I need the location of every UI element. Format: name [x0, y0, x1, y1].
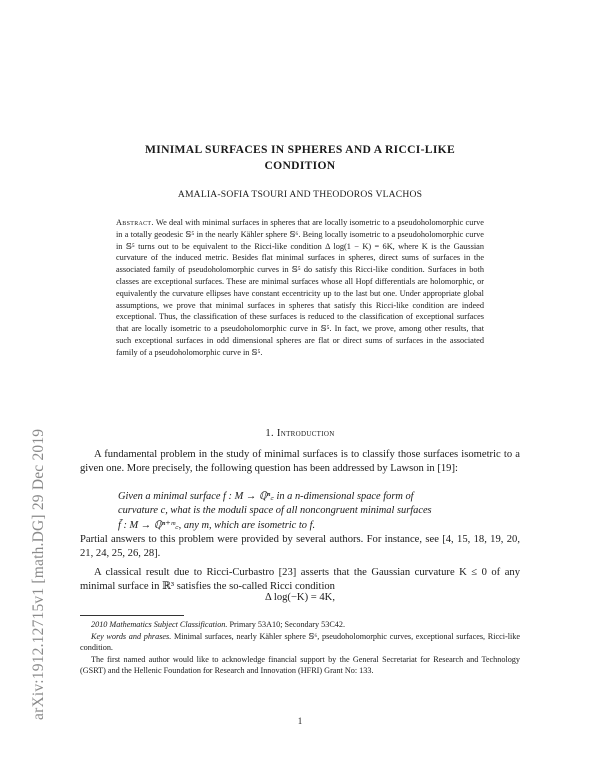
arxiv-identifier: arXiv:1912.12715v1 [math.DG] 29 Dec 2019 — [30, 428, 47, 720]
keywords-label: Key words and phrases. — [91, 631, 172, 641]
ricci-equation: Δ log(−K) = 4K, — [265, 592, 335, 603]
title-line-2: CONDITION — [264, 159, 336, 172]
footnotes — [80, 619, 520, 677]
quote-line-3: f̃ : M → ℚⁿ⁺ᵐ꜀, any m, which are isometric to f. — [118, 519, 316, 531]
page-number: 1 — [297, 716, 303, 726]
keywords-text: Minimal surfaces, nearly Kähler sphere 𝕊⁶, pseudoholomorphic curves, exceptional surfaces, Ricci-like condition. — [80, 631, 521, 653]
msc-text: Primary 53A10; Secondary 53C42. — [229, 620, 346, 629]
abstract-text: We deal with minimal surfaces in spheres that are locally isometric to a pseudoholomorphic curve in a totally geodesic 𝕊⁵ in the nearly Kähler sphere 𝕊⁶. Being locally isometric to a pseudoholomorphic curve in 𝕊⁵ turns out to be equivalent to the Ricci-like condition Δ log(1 − K) = 6K, where K is the Gaussian curvature of the induced metric. Besides flat minimal surfaces in spheres, direct sums of surfaces in the associated family of pseudoholomorphic curves in 𝕊⁵ do satisfy this Ricci-like condition. Surfaces in both classes are exceptional surfaces. These are minimal surfaces whose all Hopf differentials are holomorphic, or equivalently the curvature ellipses have constant eccentricity up to the last but one. Under appropriate global assumptions, we prove that minimal surfaces in spheres that satisfy this Ricci-like condition are indeed exceptional. Thus, the classification of these surfaces is reduced to the classification of exceptional surfaces that are locally isometric to a pseudoholomorphic curve in 𝕊⁵. In fact, we prove, among other results, that such exceptional surfaces in odd dimensional spheres are flat or direct sums of surfaces in the associated family of a pseudoholomorphic curve in 𝕊⁵. — [116, 218, 484, 357]
paragraph-1: A fundamental problem in the study of minimal surfaces is to classify those surfaces isometric to a given one. More precisely, the following question has been addressed by Lawson in [19]: — [80, 449, 520, 475]
lawson-question — [118, 490, 508, 533]
paragraph-3: A classical result due to Ricci-Curbastro [23] asserts that the Gaussian curvature K ≤ 0 of any minimal surface in ℝ³ satisfies the so-called Ricci condition — [80, 567, 520, 593]
authors: AMALIA-SOFIA TSOURI AND THEODOROS VLACHOS — [177, 189, 423, 200]
footnote-acknowledgement: The first named author would like to acknowledge financial support by the General Secretariat for Research and Technology (GSRT) and the Hellenic Foundation for Research and Innovation (HFRI) Grant No: 133. — [80, 654, 520, 676]
paper-title — [100, 142, 500, 174]
abstract-label: Abstract. — [116, 218, 154, 227]
footnote-keywords — [80, 631, 520, 654]
paragraph-2: Partial answers to this problem were provided by several authors. For instance, see [4, 15, 18, 19, 20, 21, 24, 25, 26, 28]. — [80, 534, 520, 560]
abstract — [116, 217, 484, 359]
section-heading — [100, 428, 500, 439]
section-number: 1. — [265, 428, 274, 439]
section-title: Introduction — [276, 428, 335, 439]
title-line-1: MINIMAL SURFACES IN SPHERES AND A RICCI-LIKE — [145, 143, 455, 156]
footnote-msc — [80, 619, 520, 631]
footnote-rule — [80, 615, 184, 616]
quote-line-1: Given a minimal surface f : M → ℚⁿ꜀ in a n-dimensional space form of — [118, 491, 414, 502]
msc-label: 2010 Mathematics Subject Classification. — [91, 620, 228, 629]
quote-line-2: curvature c, what is the moduli space of all noncongruent minimal surfaces — [118, 505, 432, 517]
